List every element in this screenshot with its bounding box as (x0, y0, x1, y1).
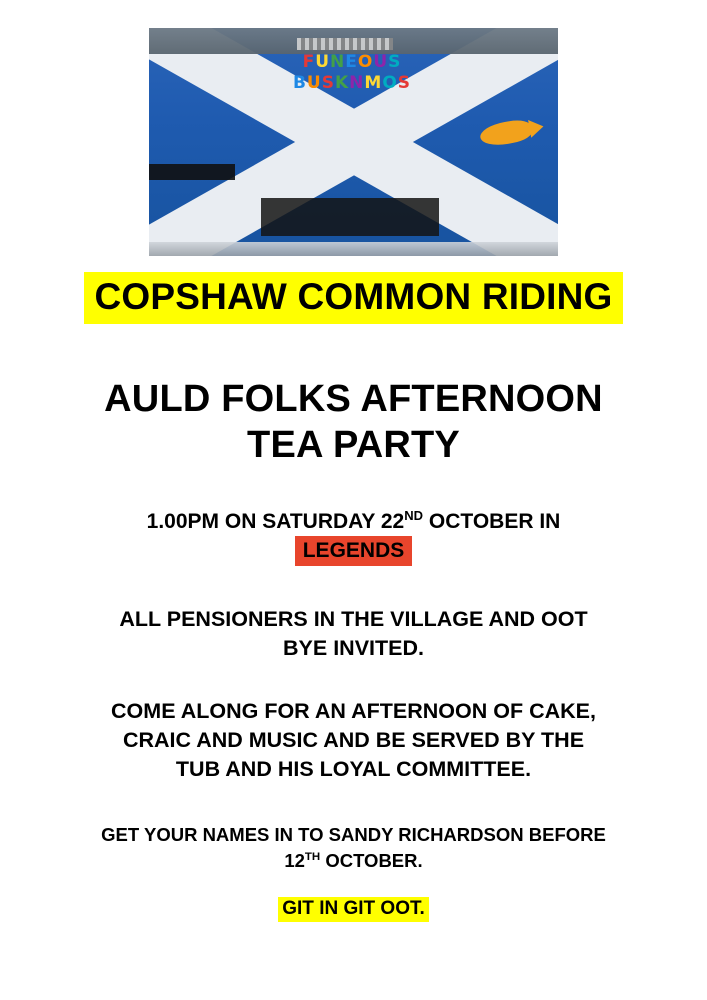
invitation-block (0, 605, 707, 663)
rsvp-deadline-month: OCTOBER. (320, 849, 423, 871)
photo-dark-band (149, 164, 235, 180)
rsvp-line-2 (22, 848, 685, 874)
sign-off-text: GIT IN GIT OOT. (278, 897, 429, 922)
banner-letters: FUNEOUS BUSKNMOS (292, 52, 412, 93)
sign-off-row (0, 897, 707, 922)
event-subtitle-line-1: AULD FOLKS AFTERNOON (104, 378, 603, 420)
saltire-flag-photo (149, 28, 558, 256)
bunting-icon (297, 38, 393, 50)
event-datetime-prefix: 1.00PM ON SATURDAY 22 (146, 510, 405, 533)
description-block (0, 697, 707, 785)
rsvp-line-1: GET YOUR NAMES IN TO SANDY RICHARDSON BEFORE (101, 824, 606, 845)
event-datetime-block (0, 508, 707, 566)
photo-bottom-strip (149, 242, 558, 256)
event-subtitle (0, 376, 707, 469)
event-title: COPSHAW COMMON RIDING (84, 272, 622, 324)
invitation-line-2: BYE INVITED. (283, 636, 424, 661)
event-datetime-line (0, 508, 707, 536)
description-line-2: CRAIC AND MUSIC AND BE SERVED BY THE (122, 728, 585, 753)
event-date-ordinal: ND (404, 508, 424, 523)
event-datetime-suffix: OCTOBER IN (423, 510, 561, 533)
rsvp-deadline-day: 12 (284, 849, 305, 871)
event-subtitle-line-2: TEA PARTY (247, 424, 460, 467)
invitation-line-1: ALL PENSIONERS IN THE VILLAGE AND OOT (119, 607, 588, 631)
photo-dark-block (261, 198, 439, 236)
description-line-3: TUB AND HIS LOYAL COMMITTEE. (175, 757, 532, 782)
description-line-1: COME ALONG FOR AN AFTERNOON OF CAKE, (111, 699, 596, 723)
rsvp-block (0, 822, 707, 873)
event-venue-row (0, 536, 707, 567)
rsvp-deadline-ordinal: TH (304, 850, 321, 863)
event-venue: LEGENDS (295, 536, 413, 567)
event-title-row (0, 272, 707, 324)
